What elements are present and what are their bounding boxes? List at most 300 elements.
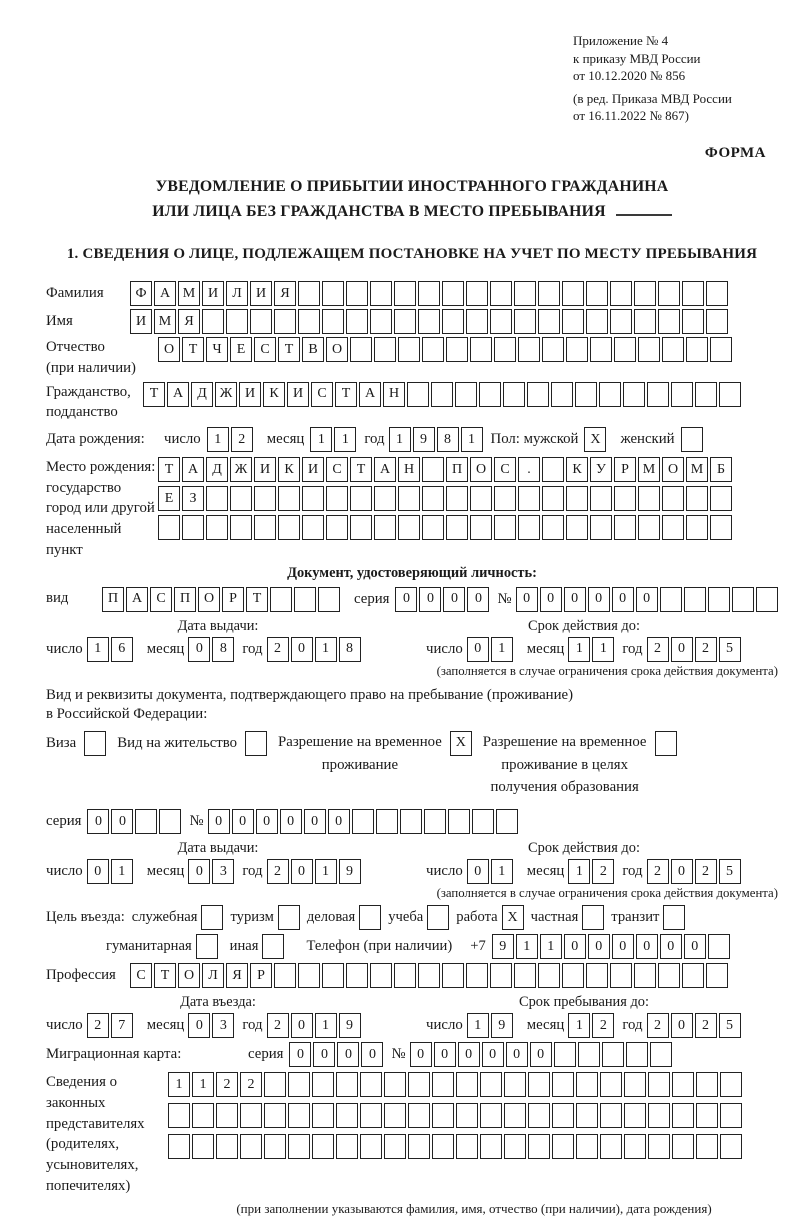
char-box[interactable]: 0 xyxy=(588,934,610,959)
char-box[interactable] xyxy=(346,963,368,988)
char-box[interactable] xyxy=(590,337,612,362)
char-box[interactable]: 0 xyxy=(410,1042,432,1067)
char-box[interactable] xyxy=(576,1103,598,1128)
char-box[interactable]: 0 xyxy=(419,587,441,612)
char-box[interactable] xyxy=(408,1103,430,1128)
char-box[interactable]: Я xyxy=(274,281,296,306)
char-box[interactable]: 9 xyxy=(491,1013,513,1038)
char-box[interactable]: В xyxy=(302,337,324,362)
char-box[interactable] xyxy=(708,587,730,612)
char-box[interactable]: 0 xyxy=(530,1042,552,1067)
char-box[interactable] xyxy=(394,309,416,334)
char-box[interactable] xyxy=(472,809,494,834)
char-box[interactable] xyxy=(427,905,449,930)
char-box[interactable] xyxy=(696,1134,718,1159)
char-box[interactable]: X xyxy=(584,427,606,452)
char-box[interactable] xyxy=(432,1103,454,1128)
char-box[interactable] xyxy=(662,515,684,540)
char-box[interactable] xyxy=(562,309,584,334)
char-box[interactable]: 0 xyxy=(291,637,313,662)
char-box[interactable] xyxy=(586,281,608,306)
char-box[interactable]: 7 xyxy=(111,1013,133,1038)
char-box[interactable] xyxy=(538,281,560,306)
char-box[interactable] xyxy=(336,1072,358,1097)
char-box[interactable]: 1 xyxy=(516,934,538,959)
char-box[interactable]: А xyxy=(126,587,148,612)
char-box[interactable] xyxy=(350,337,372,362)
char-box[interactable]: М xyxy=(154,309,176,334)
char-box[interactable] xyxy=(346,309,368,334)
char-box[interactable]: 2 xyxy=(267,859,289,884)
char-box[interactable] xyxy=(528,1103,550,1128)
char-box[interactable]: А xyxy=(167,382,189,407)
char-box[interactable] xyxy=(720,1072,742,1097)
char-box[interactable] xyxy=(638,515,660,540)
char-box[interactable]: 0 xyxy=(87,859,109,884)
char-box[interactable] xyxy=(490,281,512,306)
char-box[interactable] xyxy=(470,337,492,362)
char-box[interactable] xyxy=(288,1103,310,1128)
char-box[interactable] xyxy=(566,337,588,362)
char-box[interactable] xyxy=(264,1103,286,1128)
char-box[interactable]: 1 xyxy=(568,1013,590,1038)
char-box[interactable]: К xyxy=(263,382,285,407)
char-box[interactable]: 0 xyxy=(313,1042,335,1067)
char-box[interactable] xyxy=(326,515,348,540)
char-box[interactable] xyxy=(719,382,741,407)
char-box[interactable] xyxy=(206,515,228,540)
char-box[interactable]: 1 xyxy=(310,427,332,452)
char-box[interactable]: О xyxy=(662,457,684,482)
char-box[interactable]: 1 xyxy=(461,427,483,452)
char-box[interactable] xyxy=(514,281,536,306)
char-box[interactable]: О xyxy=(326,337,348,362)
char-box[interactable] xyxy=(408,1134,430,1159)
char-box[interactable]: 0 xyxy=(304,809,326,834)
char-box[interactable] xyxy=(576,1134,598,1159)
char-box[interactable]: 1 xyxy=(568,637,590,662)
char-box[interactable] xyxy=(230,515,252,540)
char-box[interactable]: 0 xyxy=(280,809,302,834)
char-box[interactable]: 8 xyxy=(437,427,459,452)
char-box[interactable]: 2 xyxy=(647,1013,669,1038)
char-box[interactable] xyxy=(278,515,300,540)
char-box[interactable] xyxy=(696,1072,718,1097)
char-box[interactable]: 2 xyxy=(592,1013,614,1038)
char-box[interactable] xyxy=(346,281,368,306)
char-box[interactable] xyxy=(240,1134,262,1159)
char-box[interactable] xyxy=(600,1103,622,1128)
char-box[interactable] xyxy=(648,1103,670,1128)
char-box[interactable] xyxy=(732,587,754,612)
char-box[interactable]: 0 xyxy=(588,587,610,612)
char-box[interactable] xyxy=(400,809,422,834)
char-box[interactable] xyxy=(264,1072,286,1097)
char-box[interactable]: А xyxy=(374,457,396,482)
char-box[interactable]: Р xyxy=(250,963,272,988)
char-box[interactable]: 0 xyxy=(671,637,693,662)
char-box[interactable] xyxy=(418,963,440,988)
char-box[interactable]: Р xyxy=(614,457,636,482)
char-box[interactable] xyxy=(322,309,344,334)
char-box[interactable] xyxy=(398,337,420,362)
char-box[interactable] xyxy=(230,486,252,511)
char-box[interactable]: И xyxy=(287,382,309,407)
char-box[interactable] xyxy=(614,337,636,362)
char-box[interactable]: С xyxy=(326,457,348,482)
char-box[interactable]: 0 xyxy=(188,859,210,884)
char-box[interactable] xyxy=(706,963,728,988)
char-box[interactable] xyxy=(710,515,732,540)
char-box[interactable] xyxy=(422,337,444,362)
char-box[interactable] xyxy=(374,486,396,511)
char-box[interactable] xyxy=(274,963,296,988)
char-box[interactable]: 0 xyxy=(188,637,210,662)
char-box[interactable] xyxy=(610,963,632,988)
char-box[interactable] xyxy=(456,1103,478,1128)
char-box[interactable] xyxy=(422,515,444,540)
char-box[interactable]: 0 xyxy=(540,587,562,612)
char-box[interactable]: Н xyxy=(398,457,420,482)
char-box[interactable]: П xyxy=(102,587,124,612)
char-box[interactable]: Л xyxy=(202,963,224,988)
char-box[interactable] xyxy=(370,963,392,988)
char-box[interactable]: О xyxy=(198,587,220,612)
char-box[interactable]: Т xyxy=(350,457,372,482)
char-box[interactable]: Т xyxy=(158,457,180,482)
char-box[interactable] xyxy=(196,934,218,959)
char-box[interactable]: Д xyxy=(191,382,213,407)
char-box[interactable] xyxy=(528,1134,550,1159)
char-box[interactable]: 5 xyxy=(719,859,741,884)
char-box[interactable] xyxy=(336,1134,358,1159)
char-box[interactable] xyxy=(528,1072,550,1097)
char-box[interactable] xyxy=(527,382,549,407)
char-box[interactable] xyxy=(168,1134,190,1159)
char-box[interactable] xyxy=(360,1134,382,1159)
char-box[interactable] xyxy=(135,809,157,834)
char-box[interactable]: 0 xyxy=(564,587,586,612)
char-box[interactable]: 0 xyxy=(467,859,489,884)
char-box[interactable] xyxy=(432,1134,454,1159)
char-box[interactable] xyxy=(610,281,632,306)
char-box[interactable] xyxy=(542,486,564,511)
char-box[interactable]: 1 xyxy=(168,1072,190,1097)
char-box[interactable]: 1 xyxy=(315,1013,337,1038)
char-box[interactable] xyxy=(262,934,284,959)
char-box[interactable] xyxy=(710,486,732,511)
char-box[interactable]: Ж xyxy=(215,382,237,407)
char-box[interactable]: 2 xyxy=(267,637,289,662)
char-box[interactable]: 1 xyxy=(592,637,614,662)
char-box[interactable]: 0 xyxy=(337,1042,359,1067)
char-box[interactable] xyxy=(470,515,492,540)
char-box[interactable]: 0 xyxy=(467,587,489,612)
char-box[interactable] xyxy=(370,281,392,306)
char-box[interactable]: 0 xyxy=(328,809,350,834)
char-box[interactable]: 2 xyxy=(231,427,253,452)
char-box[interactable]: 1 xyxy=(207,427,229,452)
char-box[interactable]: У xyxy=(590,457,612,482)
char-box[interactable]: 0 xyxy=(256,809,278,834)
char-box[interactable] xyxy=(552,1072,574,1097)
char-box[interactable]: 0 xyxy=(516,587,538,612)
char-box[interactable] xyxy=(672,1134,694,1159)
char-box[interactable]: 0 xyxy=(188,1013,210,1038)
char-box[interactable] xyxy=(336,1103,358,1128)
char-box[interactable] xyxy=(216,1134,238,1159)
char-box[interactable] xyxy=(376,809,398,834)
char-box[interactable] xyxy=(660,587,682,612)
char-box[interactable] xyxy=(216,1103,238,1128)
char-box[interactable] xyxy=(442,309,464,334)
char-box[interactable] xyxy=(710,337,732,362)
char-box[interactable] xyxy=(671,382,693,407)
char-box[interactable] xyxy=(518,515,540,540)
char-box[interactable] xyxy=(250,309,272,334)
char-box[interactable] xyxy=(254,515,276,540)
char-box[interactable] xyxy=(322,281,344,306)
char-box[interactable] xyxy=(394,963,416,988)
char-box[interactable] xyxy=(696,1103,718,1128)
char-box[interactable] xyxy=(322,963,344,988)
char-box[interactable] xyxy=(662,486,684,511)
char-box[interactable]: М xyxy=(638,457,660,482)
char-box[interactable]: 1 xyxy=(568,859,590,884)
char-box[interactable] xyxy=(638,486,660,511)
char-box[interactable]: Т xyxy=(246,587,268,612)
char-box[interactable] xyxy=(298,963,320,988)
char-box[interactable]: 0 xyxy=(467,637,489,662)
char-box[interactable] xyxy=(431,382,453,407)
char-box[interactable]: Т xyxy=(182,337,204,362)
char-box[interactable] xyxy=(398,515,420,540)
char-box[interactable]: 1 xyxy=(334,427,356,452)
char-box[interactable] xyxy=(394,281,416,306)
char-box[interactable]: 2 xyxy=(240,1072,262,1097)
char-box[interactable] xyxy=(206,486,228,511)
char-box[interactable]: С xyxy=(254,337,276,362)
char-box[interactable] xyxy=(624,1072,646,1097)
char-box[interactable]: 0 xyxy=(434,1042,456,1067)
char-box[interactable]: С xyxy=(150,587,172,612)
char-box[interactable] xyxy=(384,1134,406,1159)
char-box[interactable]: Т xyxy=(278,337,300,362)
char-box[interactable] xyxy=(245,731,267,756)
char-box[interactable]: И xyxy=(130,309,152,334)
char-box[interactable]: 0 xyxy=(506,1042,528,1067)
char-box[interactable] xyxy=(648,1134,670,1159)
char-box[interactable]: 0 xyxy=(564,934,586,959)
char-box[interactable] xyxy=(192,1103,214,1128)
char-box[interactable] xyxy=(554,1042,576,1067)
char-box[interactable] xyxy=(494,486,516,511)
char-box[interactable]: 3 xyxy=(212,859,234,884)
char-box[interactable]: 0 xyxy=(636,587,658,612)
char-box[interactable] xyxy=(650,1042,672,1067)
char-box[interactable]: 2 xyxy=(647,859,669,884)
char-box[interactable] xyxy=(542,515,564,540)
char-box[interactable] xyxy=(398,486,420,511)
char-box[interactable] xyxy=(686,515,708,540)
char-box[interactable] xyxy=(503,382,525,407)
char-box[interactable] xyxy=(708,934,730,959)
char-box[interactable] xyxy=(614,515,636,540)
char-box[interactable] xyxy=(168,1103,190,1128)
char-box[interactable]: М xyxy=(178,281,200,306)
char-box[interactable] xyxy=(610,309,632,334)
char-box[interactable] xyxy=(350,515,372,540)
char-box[interactable] xyxy=(575,382,597,407)
char-box[interactable] xyxy=(312,1134,334,1159)
char-box[interactable]: 1 xyxy=(315,859,337,884)
char-box[interactable] xyxy=(278,486,300,511)
char-box[interactable] xyxy=(422,486,444,511)
char-box[interactable] xyxy=(456,1134,478,1159)
char-box[interactable]: И xyxy=(254,457,276,482)
char-box[interactable] xyxy=(494,337,516,362)
char-box[interactable] xyxy=(590,486,612,511)
char-box[interactable] xyxy=(84,731,106,756)
char-box[interactable] xyxy=(682,281,704,306)
char-box[interactable] xyxy=(551,382,573,407)
char-box[interactable] xyxy=(720,1103,742,1128)
char-box[interactable]: 1 xyxy=(87,637,109,662)
char-box[interactable] xyxy=(466,281,488,306)
char-box[interactable] xyxy=(312,1072,334,1097)
char-box[interactable] xyxy=(552,1134,574,1159)
char-box[interactable] xyxy=(192,1134,214,1159)
char-box[interactable]: 9 xyxy=(339,1013,361,1038)
char-box[interactable] xyxy=(658,309,680,334)
char-box[interactable]: 9 xyxy=(413,427,435,452)
char-box[interactable] xyxy=(647,382,669,407)
char-box[interactable] xyxy=(586,309,608,334)
char-box[interactable]: 0 xyxy=(208,809,230,834)
char-box[interactable] xyxy=(566,486,588,511)
char-box[interactable]: . xyxy=(518,457,540,482)
char-box[interactable]: Ф xyxy=(130,281,152,306)
char-box[interactable]: 2 xyxy=(695,637,717,662)
char-box[interactable] xyxy=(318,587,340,612)
char-box[interactable] xyxy=(254,486,276,511)
char-box[interactable] xyxy=(240,1103,262,1128)
char-box[interactable] xyxy=(264,1134,286,1159)
char-box[interactable]: И xyxy=(239,382,261,407)
char-box[interactable] xyxy=(270,587,292,612)
char-box[interactable]: 9 xyxy=(492,934,514,959)
char-box[interactable] xyxy=(576,1072,598,1097)
char-box[interactable]: 2 xyxy=(695,1013,717,1038)
char-box[interactable]: 1 xyxy=(111,859,133,884)
char-box[interactable] xyxy=(359,905,381,930)
char-box[interactable] xyxy=(682,963,704,988)
char-box[interactable] xyxy=(695,382,717,407)
char-box[interactable] xyxy=(586,963,608,988)
char-box[interactable] xyxy=(432,1072,454,1097)
char-box[interactable] xyxy=(496,809,518,834)
char-box[interactable] xyxy=(418,281,440,306)
char-box[interactable] xyxy=(370,309,392,334)
char-box[interactable]: О xyxy=(158,337,180,362)
char-box[interactable] xyxy=(455,382,477,407)
char-box[interactable]: И xyxy=(202,281,224,306)
char-box[interactable] xyxy=(442,281,464,306)
char-box[interactable] xyxy=(578,1042,600,1067)
char-box[interactable] xyxy=(302,515,324,540)
char-box[interactable]: 8 xyxy=(212,637,234,662)
char-box[interactable] xyxy=(658,281,680,306)
char-box[interactable] xyxy=(352,809,374,834)
char-box[interactable] xyxy=(634,963,656,988)
char-box[interactable] xyxy=(648,1072,670,1097)
char-box[interactable] xyxy=(480,1103,502,1128)
char-box[interactable]: Я xyxy=(178,309,200,334)
char-box[interactable] xyxy=(542,337,564,362)
char-box[interactable]: М xyxy=(686,457,708,482)
char-box[interactable] xyxy=(326,486,348,511)
char-box[interactable] xyxy=(407,382,429,407)
char-box[interactable]: А xyxy=(154,281,176,306)
char-box[interactable] xyxy=(182,515,204,540)
char-box[interactable]: К xyxy=(278,457,300,482)
char-box[interactable]: 0 xyxy=(636,934,658,959)
char-box[interactable]: Б xyxy=(710,457,732,482)
char-box[interactable]: А xyxy=(359,382,381,407)
char-box[interactable]: 1 xyxy=(192,1072,214,1097)
char-box[interactable] xyxy=(602,1042,624,1067)
char-box[interactable]: 1 xyxy=(491,637,513,662)
char-box[interactable] xyxy=(518,486,540,511)
char-box[interactable]: А xyxy=(182,457,204,482)
char-box[interactable] xyxy=(470,486,492,511)
char-box[interactable] xyxy=(446,486,468,511)
char-box[interactable] xyxy=(158,515,180,540)
char-box[interactable] xyxy=(518,337,540,362)
char-box[interactable] xyxy=(658,963,680,988)
char-box[interactable]: Ж xyxy=(230,457,252,482)
char-box[interactable] xyxy=(466,309,488,334)
char-box[interactable] xyxy=(562,963,584,988)
char-box[interactable] xyxy=(626,1042,648,1067)
char-box[interactable]: 0 xyxy=(291,1013,313,1038)
char-box[interactable] xyxy=(706,309,728,334)
char-box[interactable] xyxy=(590,515,612,540)
char-box[interactable] xyxy=(542,457,564,482)
char-box[interactable] xyxy=(552,1103,574,1128)
char-box[interactable] xyxy=(408,1072,430,1097)
char-box[interactable]: 0 xyxy=(612,587,634,612)
char-box[interactable]: Я xyxy=(226,963,248,988)
char-box[interactable] xyxy=(384,1103,406,1128)
char-box[interactable]: 0 xyxy=(482,1042,504,1067)
char-box[interactable]: 0 xyxy=(395,587,417,612)
char-box[interactable] xyxy=(424,809,446,834)
char-box[interactable] xyxy=(663,905,685,930)
char-box[interactable] xyxy=(562,281,584,306)
char-box[interactable]: С xyxy=(494,457,516,482)
char-box[interactable]: Т xyxy=(335,382,357,407)
char-box[interactable]: Е xyxy=(158,486,180,511)
char-box[interactable]: 0 xyxy=(111,809,133,834)
char-box[interactable] xyxy=(682,309,704,334)
char-box[interactable]: Е xyxy=(230,337,252,362)
char-box[interactable]: 2 xyxy=(695,859,717,884)
char-box[interactable]: П xyxy=(446,457,468,482)
char-box[interactable]: 0 xyxy=(361,1042,383,1067)
char-box[interactable]: З xyxy=(182,486,204,511)
char-box[interactable]: К xyxy=(566,457,588,482)
